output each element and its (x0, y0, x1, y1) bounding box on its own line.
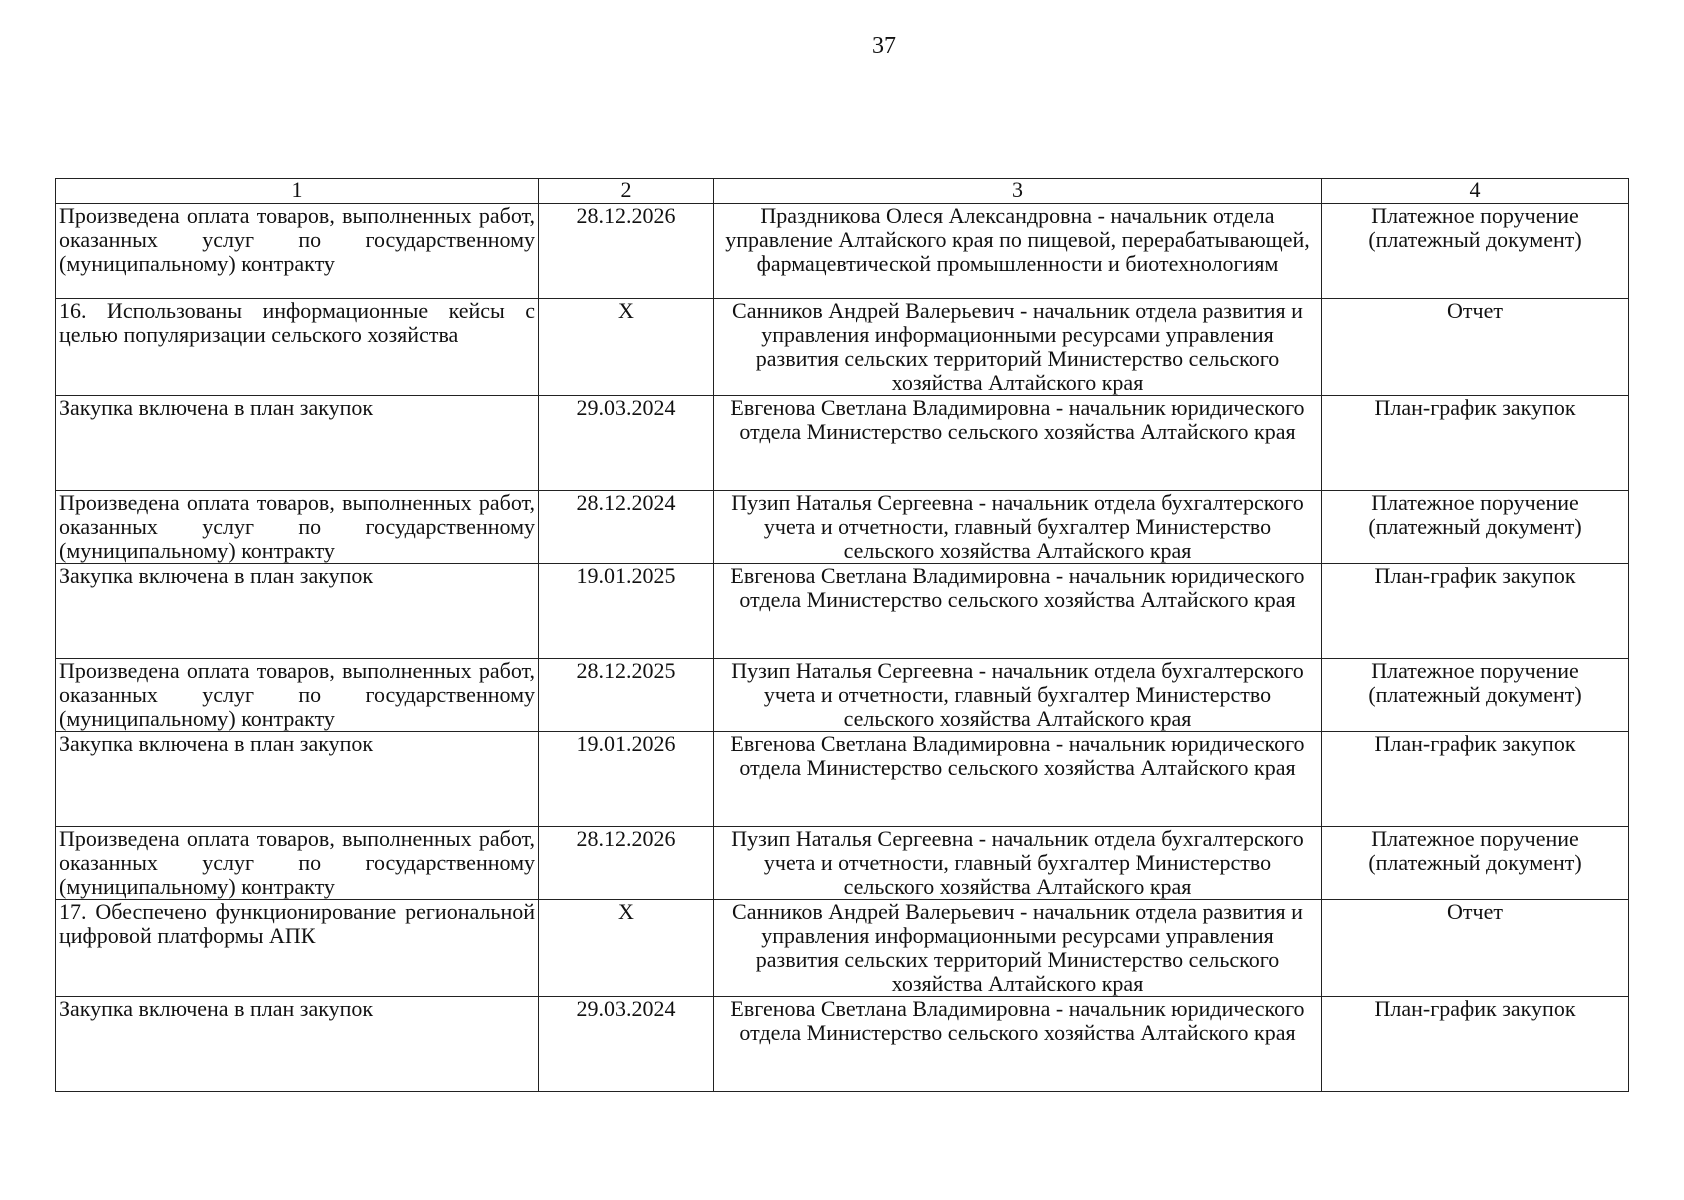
responsible-cell: Пузип Наталья Сергеевна - начальник отдела бухгалтерского учета и отчетности, главный бухгалтер Министерство сельского хозяйства Алтайского края (714, 491, 1322, 564)
date-cell: Х (539, 299, 714, 396)
table-row (56, 204, 1629, 299)
responsible-cell: Евгенова Светлана Владимировна - начальник юридического отдела Министерство сельского хозяйства Алтайского края (714, 732, 1322, 827)
event-cell: Произведена оплата товаров, выполненных работ, оказанных услуг по государственному (муниципальному) контракту (56, 827, 539, 900)
responsible-cell: Евгенова Светлана Владимировна - начальник юридического отдела Министерство сельского хозяйства Алтайского края (714, 997, 1322, 1092)
table-row (56, 997, 1629, 1092)
date-cell: Х (539, 900, 714, 997)
responsible-cell: Евгенова Светлана Владимировна - начальник юридического отдела Министерство сельского хозяйства Алтайского края (714, 564, 1322, 659)
document-cell: План-график закупок (1322, 564, 1629, 659)
date-cell: 28.12.2026 (539, 204, 714, 299)
header-cell-1: 1 (56, 179, 539, 204)
header-cell-2: 2 (539, 179, 714, 204)
event-cell: Произведена оплата товаров, выполненных работ, оказанных услуг по государственному (муниципальному) контракту (56, 204, 539, 299)
event-cell: Закупка включена в план закупок (56, 396, 539, 491)
document-cell: План-график закупок (1322, 732, 1629, 827)
table-row (56, 491, 1629, 564)
document-cell: Платежное поручение (платежный документ) (1322, 827, 1629, 900)
date-cell: 19.01.2025 (539, 564, 714, 659)
header-cell-4: 4 (1322, 179, 1629, 204)
responsible-cell: Санников Андрей Валерьевич - начальник отдела развития и управления информационными ресурсами управления развития сельских территорий Министерство сельского хозяйства Алтайского края (714, 299, 1322, 396)
responsible-cell: Праздникова Олеся Александровна - начальник отдела управление Алтайского края по пищевой, перерабатывающей, фармацевтической промышленности и биотехнологиям (714, 204, 1322, 299)
date-cell: 28.12.2025 (539, 659, 714, 732)
date-cell: 28.12.2024 (539, 491, 714, 564)
document-cell: Платежное поручение (платежный документ) (1322, 491, 1629, 564)
event-cell: Закупка включена в план закупок (56, 997, 539, 1092)
table-header-row (56, 179, 1629, 204)
event-cell: Закупка включена в план закупок (56, 564, 539, 659)
table-row (56, 396, 1629, 491)
document-cell: Платежное поручение (платежный документ) (1322, 204, 1629, 299)
header-cell-3: 3 (714, 179, 1322, 204)
document-cell: Платежное поручение (платежный документ) (1322, 659, 1629, 732)
table-row (56, 564, 1629, 659)
event-cell: Произведена оплата товаров, выполненных работ, оказанных услуг по государственному (муниципальному) контракту (56, 659, 539, 732)
event-cell: 16. Использованы информационные кейсы с целью популяризации сельского хозяйства (56, 299, 539, 396)
document-cell: План-график закупок (1322, 396, 1629, 491)
table-row (56, 827, 1629, 900)
document-cell: Отчет (1322, 900, 1629, 997)
responsible-cell: Евгенова Светлана Владимировна - начальник юридического отдела Министерство сельского хозяйства Алтайского края (714, 396, 1322, 491)
table-row (56, 299, 1629, 396)
event-cell: Произведена оплата товаров, выполненных работ, оказанных услуг по государственному (муниципальному) контракту (56, 491, 539, 564)
date-cell: 19.01.2026 (539, 732, 714, 827)
responsible-cell: Санников Андрей Валерьевич - начальник отдела развития и управления информационными ресурсами управления развития сельских территорий Министерство сельского хозяйства Алтайского края (714, 900, 1322, 997)
document-cell: Отчет (1322, 299, 1629, 396)
table-row (56, 732, 1629, 827)
responsible-cell: Пузип Наталья Сергеевна - начальник отдела бухгалтерского учета и отчетности, главный бухгалтер Министерство сельского хозяйства Алтайского края (714, 827, 1322, 900)
date-cell: 28.12.2026 (539, 827, 714, 900)
control-points-table (55, 178, 1629, 1092)
event-cell: Закупка включена в план закупок (56, 732, 539, 827)
table-row (56, 659, 1629, 732)
page-number: 37 (872, 33, 896, 59)
table-row (56, 900, 1629, 997)
responsible-cell: Пузип Наталья Сергеевна - начальник отдела бухгалтерского учета и отчетности, главный бухгалтер Министерство сельского хозяйства Алтайского края (714, 659, 1322, 732)
event-cell: 17. Обеспечено функционирование региональной цифровой платформы АПК (56, 900, 539, 997)
date-cell: 29.03.2024 (539, 997, 714, 1092)
date-cell: 29.03.2024 (539, 396, 714, 491)
document-cell: План-график закупок (1322, 997, 1629, 1092)
